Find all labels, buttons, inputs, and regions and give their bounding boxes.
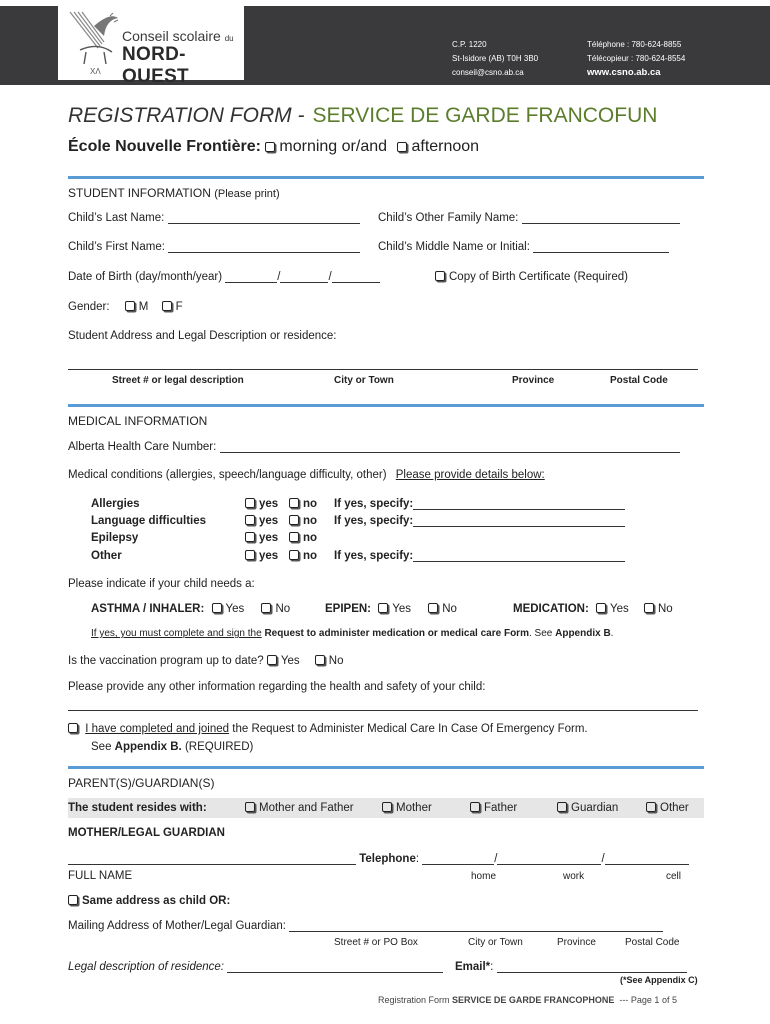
- medical-conditions-label: Medical conditions (allergies, speech/language difficulty, other) Please provide details below:: [68, 469, 545, 481]
- mother-guardian-heading: MOTHER/LEGAL GUARDIAN: [68, 827, 225, 839]
- other-info-line[interactable]: [68, 710, 698, 711]
- asthma-yes-checkbox[interactable]: [212, 603, 222, 613]
- mail-col-postal: Postal Code: [625, 937, 680, 948]
- resides-mother[interactable]: Mother: [382, 802, 432, 814]
- appendix-b-note: If yes, you must complete and sign the Request to administer medication or medical care Form. See Appendix B.: [91, 628, 614, 639]
- condition-no-checkbox[interactable]: no: [289, 532, 317, 544]
- condition-no-checkbox[interactable]: no: [289, 550, 317, 562]
- afternoon-checkbox[interactable]: [397, 142, 407, 152]
- condition-yes-checkbox[interactable]: yes: [245, 498, 278, 510]
- first-name-field[interactable]: Child’s First Name:: [68, 241, 360, 253]
- needs-label: Please indicate if your child needs a:: [68, 578, 255, 590]
- last-name-field[interactable]: Child’s Last Name:: [68, 212, 360, 224]
- address-col-city: City or Town: [334, 375, 394, 386]
- phone-col-work: work: [563, 871, 585, 882]
- condition-no-checkbox[interactable]: no: [289, 498, 317, 510]
- address-col-province: Province: [512, 375, 555, 386]
- page-footer: Registration Form SERVICE DE GARDE FRANCOPHONE --- Page 1 of 5: [378, 995, 677, 1005]
- letterhead: [0, 0, 770, 85]
- asthma-no-checkbox[interactable]: [261, 603, 271, 613]
- student-section-heading: STUDENT INFORMATION (Please print): [68, 186, 280, 200]
- school-line: École Nouvelle Frontière: morning or/and afternoon: [68, 138, 480, 155]
- gender-f-checkbox[interactable]: [162, 301, 172, 311]
- mail-col-province: Province: [557, 937, 596, 948]
- address-col-street: Street # or legal description: [112, 375, 244, 386]
- other-info-label: Please provide any other information regarding the health and safety of your child:: [68, 681, 486, 693]
- legal-description-field[interactable]: Legal description of residence:: [68, 961, 443, 973]
- mail-col-city: City or Town: [468, 937, 523, 948]
- parents-section-heading: PARENT(S)/GUARDIAN(S): [68, 776, 215, 790]
- vaccination-no-checkbox[interactable]: [315, 655, 325, 665]
- logo-line-1: Conseil scolaire du: [122, 28, 234, 44]
- condition-label: Other: [91, 550, 122, 562]
- date-of-birth-field[interactable]: Date of Birth (day/month/year) / /: [68, 271, 380, 283]
- same-address-checkbox[interactable]: Same address as child OR:: [68, 895, 230, 907]
- mail-col-street: Street # or PO Box: [334, 937, 418, 948]
- condition-yes-checkbox[interactable]: yes: [245, 532, 278, 544]
- medication-no-checkbox[interactable]: [644, 603, 654, 613]
- vaccination-row: Is the vaccination program up to date? Yes No: [68, 655, 344, 667]
- section-rule: [68, 176, 704, 179]
- student-address-label: Student Address and Legal Description or residence:: [68, 330, 337, 342]
- logo-line-2: NORD-OUEST: [122, 44, 189, 87]
- medication-row: MEDICATION: Yes No: [513, 603, 673, 615]
- board-contact: Téléphone : 780-624-8855 Télécopieur : 780-624-8554 www.csno.ab.ca: [587, 40, 686, 78]
- student-address-line[interactable]: [68, 369, 698, 370]
- resides-guardian[interactable]: Guardian: [557, 802, 618, 814]
- other-family-name-field[interactable]: Child’s Other Family Name:: [378, 212, 680, 224]
- epipen-yes-checkbox[interactable]: [378, 603, 388, 613]
- morning-checkbox[interactable]: [265, 142, 275, 152]
- condition-no-checkbox[interactable]: no: [289, 515, 317, 527]
- asthma-row: ASTHMA / INHALER: Yes No: [91, 603, 291, 615]
- mailing-address-field[interactable]: Mailing Address of Mother/Legal Guardian:: [68, 920, 663, 932]
- email-field[interactable]: Email*:: [455, 961, 687, 973]
- epipen-row: EPIPEN: Yes No: [325, 603, 457, 615]
- birth-certificate-checkbox[interactable]: Copy of Birth Certificate (Required): [435, 271, 628, 283]
- svg-text:ΧΛ: ΧΛ: [90, 67, 101, 76]
- medication-yes-checkbox[interactable]: [596, 603, 606, 613]
- condition-label: Allergies: [91, 498, 140, 510]
- school-board-logo: [58, 4, 244, 87]
- full-name-label: FULL NAME: [68, 870, 133, 882]
- section-rule: [68, 404, 704, 407]
- middle-name-field[interactable]: Child’s Middle Name or Initial:: [378, 241, 669, 253]
- phone-col-home: home: [471, 871, 497, 882]
- resides-mother-father[interactable]: Mother and Father: [245, 802, 354, 814]
- section-rule: [68, 766, 704, 769]
- condition-yes-checkbox[interactable]: yes: [245, 550, 278, 562]
- resides-father[interactable]: Father: [470, 802, 517, 814]
- condition-label: Language difficulties: [91, 515, 207, 527]
- board-address: C.P. 1220 St-Isidore (AB) T0H 3B0 conseil@csno.ab.ca: [452, 40, 539, 77]
- vaccination-yes-checkbox[interactable]: [267, 655, 277, 665]
- mother-name-phone-row[interactable]: Telephone: / /: [68, 853, 689, 865]
- epipen-no-checkbox[interactable]: [428, 603, 438, 613]
- condition-specify-field[interactable]: If yes, specify:: [334, 550, 625, 562]
- condition-specify-field[interactable]: If yes, specify:: [334, 498, 625, 510]
- gender-m-checkbox[interactable]: [125, 301, 135, 311]
- phone-col-cell: cell: [666, 871, 682, 882]
- health-care-number-field[interactable]: Alberta Health Care Number:: [68, 441, 680, 453]
- address-col-postal: Postal Code: [610, 375, 668, 386]
- logo-bird-icon: [64, 8, 122, 76]
- form-title: REGISTRATION FORM - SERVICE DE GARDE FRANCOFUN: [68, 104, 658, 127]
- resides-with-label: The student resides with:: [68, 802, 207, 814]
- condition-specify-field[interactable]: If yes, specify:: [334, 515, 625, 527]
- medical-section-heading: MEDICAL INFORMATION: [68, 414, 208, 428]
- appendix-b-required: See Appendix B. (REQUIRED): [91, 741, 254, 753]
- gender-field: Gender: M F: [68, 301, 183, 313]
- resides-other[interactable]: Other: [646, 802, 689, 814]
- emergency-form-checkbox[interactable]: I have completed and joined the Request to Administer Medical Care In Case Of Emergency Form.: [68, 723, 588, 735]
- condition-yes-checkbox[interactable]: yes: [245, 515, 278, 527]
- see-appendix-c: (*See Appendix C): [620, 975, 698, 985]
- condition-label: Epilepsy: [91, 532, 139, 544]
